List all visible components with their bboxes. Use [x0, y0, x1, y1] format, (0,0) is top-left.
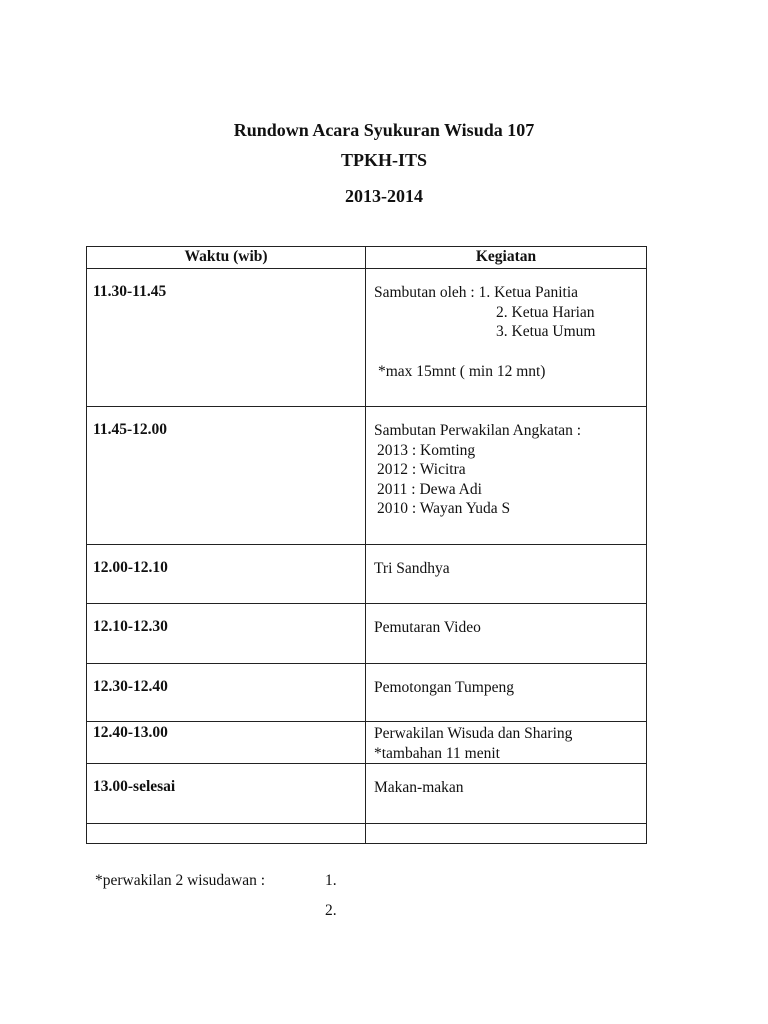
activity-cell — [366, 604, 647, 664]
rundown-table — [86, 246, 647, 844]
activity-cell — [366, 722, 647, 764]
activity-cell — [366, 407, 647, 545]
activity-lead: Sambutan Perwakilan Angkatan : — [374, 422, 582, 439]
activity-lead: Tri Sandhya — [374, 560, 450, 577]
activity-cell — [366, 664, 647, 722]
table-row — [87, 764, 647, 824]
activity-lead: Sambutan oleh : 1. Ketua Panitia — [374, 284, 579, 301]
activity-item: 2011 : Dewa Adi — [377, 480, 482, 498]
table-row — [87, 407, 647, 545]
representative-number: 2. — [325, 902, 337, 919]
activity-item: 3. Ketua Umum — [496, 323, 596, 340]
activity-item: 2012 : Wicitra — [377, 461, 466, 478]
activity-lead: Perwakilan Wisuda dan Sharing — [374, 725, 573, 742]
time-cell: 12.00-12.10 — [87, 545, 366, 604]
time-cell: 12.30-12.40 — [87, 664, 366, 722]
time-cell: 12.40-13.00 — [87, 722, 366, 764]
time-cell: 12.10-12.30 — [87, 604, 366, 664]
time-cell: 11.45-12.00 — [87, 407, 366, 545]
time-cell: 13.00-selesai — [87, 764, 366, 824]
title-line-3: 2013-2014 — [345, 186, 423, 206]
activity-cell — [366, 764, 647, 824]
table-row — [87, 722, 647, 764]
activity-item: *tambahan 11 menit — [374, 744, 500, 762]
title-line-2: TPKH-ITS — [340, 150, 428, 170]
representative-number: 1. — [325, 872, 337, 889]
document-title — [0, 114, 768, 212]
activity-lead: Makan-makan — [374, 779, 464, 796]
activity-cell — [366, 545, 647, 604]
table-row — [87, 664, 647, 722]
activity-cell — [366, 824, 647, 844]
activity-item: 2013 : Komting — [377, 441, 476, 459]
activity-item: 2010 : Wayan Yuda S — [377, 500, 511, 517]
column-header-time: Waktu (wib) — [87, 247, 366, 269]
time-cell — [87, 824, 366, 844]
activity-lead: Pemutaran Video — [374, 619, 481, 636]
table-row — [87, 269, 647, 407]
title-line-1: Rundown Acara Syukuran Wisuda 107 — [233, 120, 535, 140]
representatives-label: *perwakilan 2 wisudawan : — [95, 872, 266, 889]
table-header-row — [87, 247, 647, 269]
table-row-empty — [87, 824, 647, 844]
table-row — [87, 545, 647, 604]
activity-note: *max 15mnt ( min 12 mnt) — [378, 362, 546, 380]
time-cell: 11.30-11.45 — [87, 269, 366, 407]
column-header-activity: Kegiatan — [366, 247, 647, 269]
table-row — [87, 604, 647, 664]
activity-item: 2. Ketua Harian — [496, 303, 595, 321]
activity-lead: Pemotongan Tumpeng — [374, 679, 514, 696]
activity-cell — [366, 269, 647, 407]
